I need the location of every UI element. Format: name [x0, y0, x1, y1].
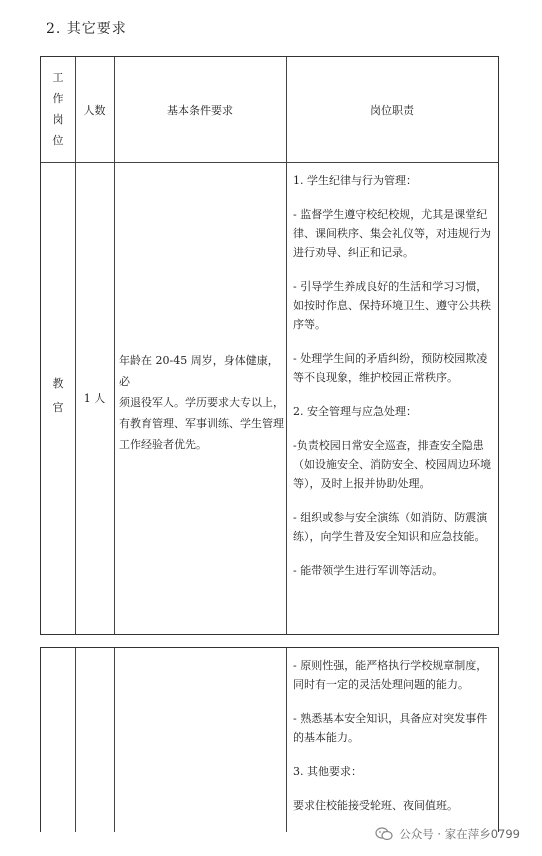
duty-line: - 原则性强，能严格执行学校规章制度， — [293, 659, 488, 672]
watermark — [375, 826, 520, 842]
duty-line: 等），及时上报并协助处理。 — [293, 477, 431, 490]
duty-line: 序等。 — [293, 318, 326, 331]
post-cell: 教 官 — [52, 377, 64, 414]
header-count: 人数 — [83, 104, 106, 117]
header-duties: 岗位职责 — [370, 104, 414, 117]
watermark-text: 公众号 · 家在萍乡0799 — [399, 827, 520, 841]
duties-cell-continued — [293, 656, 497, 815]
duty-line: - 监督学生遵守校纪校规，尤其是课堂纪 — [293, 208, 488, 221]
duty-line: 同时有一定的灵活处理问题的能力。 — [293, 678, 469, 691]
duty-line: 进行劝导、纠正和记录。 — [293, 246, 414, 259]
duty-line: （如设施安全、消防安全、校园周边环境 — [293, 458, 491, 471]
duty-line: 3. 其他要求： — [293, 765, 362, 778]
duty-line: 练），向学生普及安全知识和应急技能。 — [293, 530, 486, 543]
count-cell: 1 人 — [83, 392, 106, 405]
duty-line: - 组织或参与安全演练（如消防、防震演 — [293, 511, 488, 524]
duty-line: - 引导学生养成良好的生活和学习习惯， — [293, 280, 488, 293]
requirements-table-continued — [40, 647, 499, 832]
duty-line: 2. 安全管理与应急处理： — [293, 405, 417, 418]
section-heading: 2. 其它要求 — [46, 21, 127, 37]
duty-line: 等不良现象，维护校园正常秩序。 — [293, 371, 458, 384]
duty-line: 的基本能力。 — [293, 731, 359, 744]
duty-line: 要求住校能接受轮班、夜间值班。 — [293, 799, 458, 812]
duty-line: -负责校园日常安全巡查，排查安全隐患 — [293, 439, 484, 452]
duty-line: 1. 学生纪律与行为管理： — [293, 174, 417, 187]
duty-line: 如按时作息、保持环境卫生、遵守公共秩 — [293, 299, 491, 312]
duty-line: - 处理学生间的矛盾纠纷，预防校园欺凌 — [293, 352, 488, 365]
duties-cell — [293, 171, 497, 580]
header-requirements: 基本条件要求 — [167, 104, 233, 117]
duty-line: - 熟悉基本安全知识，具备应对突发事件 — [293, 712, 488, 725]
requirements-table — [40, 56, 499, 635]
duty-line: - 能带领学生进行军训等活动。 — [293, 564, 444, 577]
duty-line: 律、课间秩序、集会礼仪等，对违规行为 — [293, 227, 491, 240]
header-post: 工 作 岗 位 — [52, 71, 64, 147]
requirements-cell: 年龄在 20-45 周岁，身体健康，必 须退役军人。学历要求大专以上， 有教育管理、军事训练、学生管理 工作经验者优先。 — [119, 354, 284, 451]
wechat-icon — [375, 827, 393, 841]
